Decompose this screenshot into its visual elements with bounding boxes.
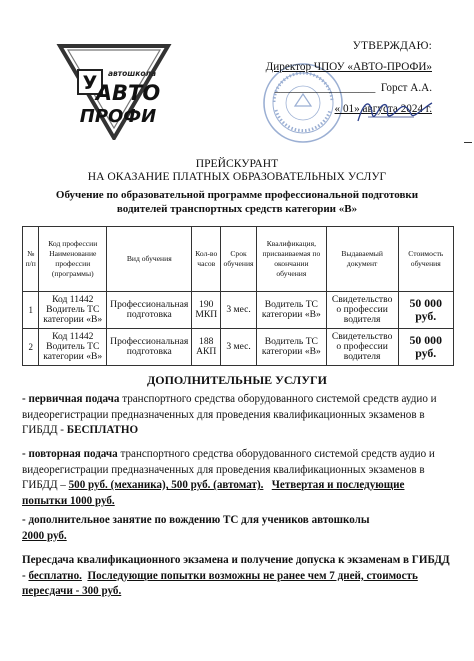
- program-title-line2: водителей транспортных средств категории «В»: [116, 203, 358, 215]
- row-qualification: Водитель ТС категории «В»: [256, 292, 326, 329]
- service-item-exam-retake: Пересдача квалификационного экзамена и получение допуска к экзаменам в ГИБДД - бесплатно. Последующие попытки возможны не ранее чем 7 дней, стоимость пересдачи - 300 руб.: [22, 554, 450, 598]
- approval-title: УТВЕРЖДАЮ:: [352, 40, 432, 52]
- row-document: Свидетельство о профессии водителя: [326, 329, 398, 366]
- row-type: Профессиональная подготовка: [107, 329, 192, 366]
- row-hours: 190 МКП: [192, 292, 221, 329]
- row-term: 3 мес.: [221, 292, 257, 329]
- header-num: № п/п: [23, 227, 39, 292]
- service-item-extra-lesson: - дополнительное занятие по вождению ТС для учеников автошколы 2000 руб.: [22, 514, 370, 542]
- header-type: Вид обучения: [107, 227, 192, 292]
- header-program: Код профессии Наименование профессии (программы): [39, 227, 107, 292]
- approval-block: [266, 36, 432, 120]
- header-qualification: Квалификация, присваиваемая по окончании обучения: [256, 227, 326, 292]
- row-cost: 50 000 руб.: [398, 329, 453, 366]
- header-hours: Кол-во часов: [192, 227, 221, 292]
- row-term: 3 мес.: [221, 329, 257, 366]
- program-title-line1: Обучение по образовательной программе профессиональной подготовки: [55, 189, 419, 201]
- header-cost: Стоимость обучения: [398, 227, 453, 292]
- row-num: 2: [23, 329, 39, 366]
- approval-date: « 01» августа 2024 г.: [334, 103, 432, 115]
- header-term: Срок обучения: [221, 227, 257, 292]
- autoschool-logo: [48, 40, 176, 140]
- logo-letter: У: [82, 72, 98, 94]
- logo-line1: автошкола: [107, 69, 157, 78]
- service-item-first-submission: - первичная подача транспортного средства оборудованного системой средств аудио и видеорегистрации предназначенных для проведения квалификационных экзаменов в ГИБДД - БЕСПЛАТНО: [22, 393, 437, 437]
- additional-services-title: ДОПОЛНИТЕЛЬНЫЕ УСЛУГИ: [146, 373, 327, 387]
- logo-line2: АВТО: [95, 81, 161, 105]
- table-row: [23, 292, 454, 329]
- row-hours: 188 АКП: [192, 329, 221, 366]
- table-header-row: [23, 227, 454, 292]
- row-program: Код 11442 Водитель ТС категории «В»: [39, 329, 107, 366]
- row-program: Код 11442 Водитель ТС категории «В»: [39, 292, 107, 329]
- row-qualification: Водитель ТС категории «В»: [256, 329, 326, 366]
- row-document: Свидетельство о профессии водителя: [326, 292, 398, 329]
- row-cost: 50 000 руб.: [398, 292, 453, 329]
- margin-mark: [464, 142, 472, 143]
- price-table: [22, 226, 454, 366]
- service-item-repeat-submission: - повторная подача транспортного средства оборудованного системой средств аудио и видеорегистрации предназначенных для проведения квалификационных экзаменов в ГИБДД – 500 руб. (механика), 500 руб. (автомат). Четвертая и последующие попытки 1000 руб.: [22, 448, 435, 507]
- row-type: Профессиональная подготовка: [107, 292, 192, 329]
- logo-line3: ПРОФИ: [79, 106, 157, 127]
- doc-title: ПРЕЙСКУРАНТ: [195, 157, 279, 170]
- director-name: Горст А.А.: [380, 82, 432, 94]
- table-row: [23, 329, 454, 366]
- director-line: Директор ЧПОУ «АВТО-ПРОФИ»: [265, 61, 432, 73]
- row-num: 1: [23, 292, 39, 329]
- header-document: Выдаваемый документ: [326, 227, 398, 292]
- signature-line: __________________ Горст А.А.: [274, 82, 432, 94]
- handwritten-signature: [354, 95, 434, 129]
- doc-subtitle: НА ОКАЗАНИЕ ПЛАТНЫХ ОБРАЗОВАТЕЛЬНЫХ УСЛУГ: [87, 170, 387, 183]
